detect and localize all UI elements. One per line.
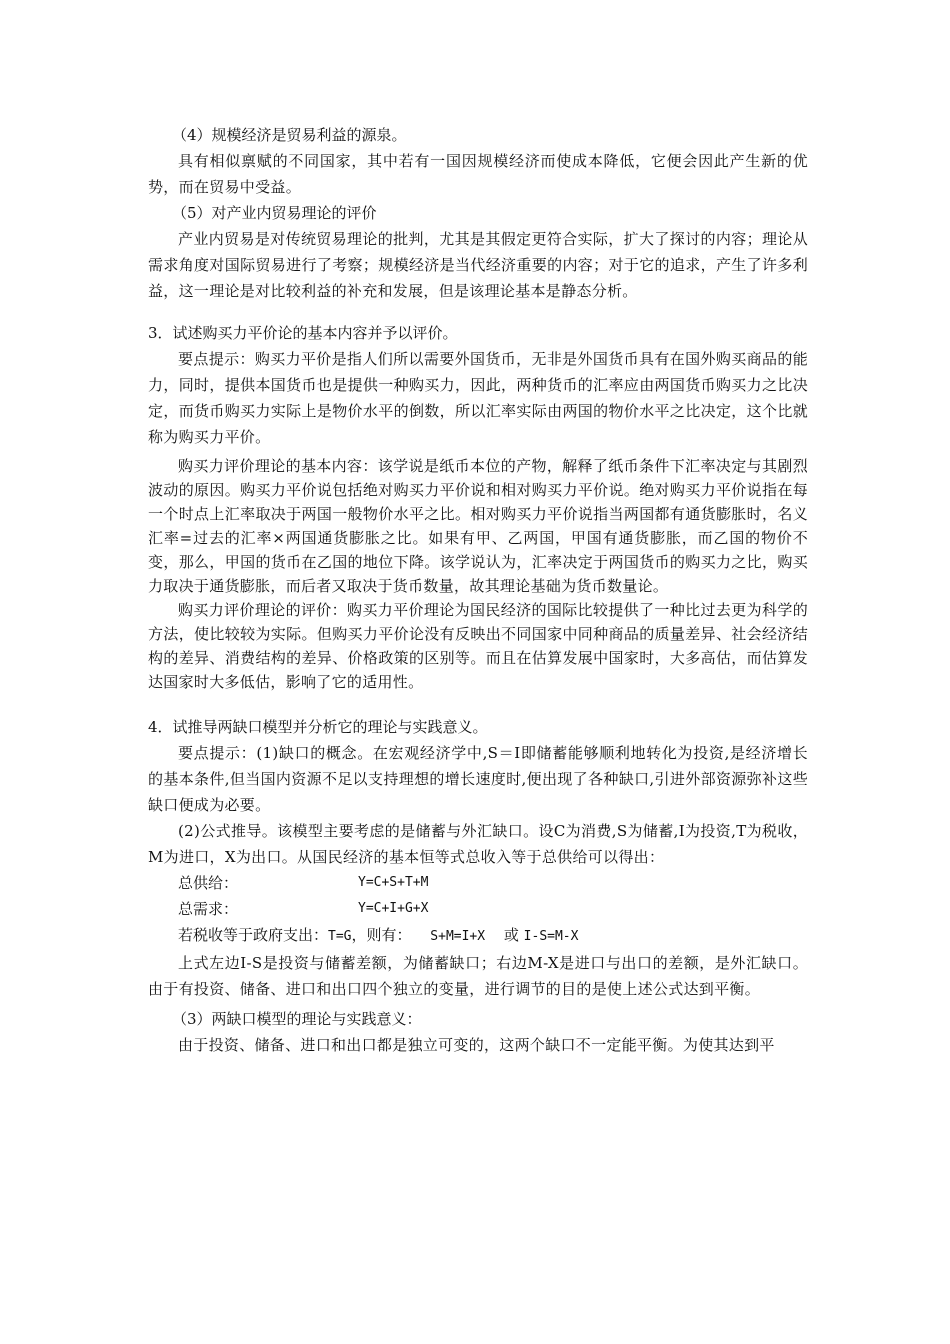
question-4-para-2: (2)公式推导。该模型主要考虑的是储蓄与外汇缺口。设C为消费,S为储蓄,I为投资,T为税收，M为进口，X为出口。从国民经济的基本恒等式总收入等于总供给可以得出： — [148, 822, 808, 866]
or-word: 或 — [503, 926, 519, 944]
result-equation-1: S+M=I+X — [430, 929, 486, 944]
document-page — [148, 122, 808, 1058]
supply-formula: Y=C+S+T+M — [358, 875, 429, 890]
question-3-para-1: 要点提示：购买力平价是指人们所以需要外国货币，无非是外国货币具有在国外购买商品的能力，同时，提供本国货币也是提供一种购买力，因此，两种货币的汇率应由两国货币购买力之比决定，而货币购买力实际上是物价水平的倒数，所以汇率实际由两国的物价水平之比决定，这个比就称为购买力平价。 — [148, 350, 808, 446]
supply-label: 总供给： — [178, 874, 239, 892]
item5-title: （5）对产业内贸易理论的评价 — [172, 204, 377, 222]
demand-label: 总需求： — [178, 900, 239, 918]
question-4-para-1: 要点提示：(1)缺口的概念。在宏观经济学中,S＝I即储蓄能够顺利地转化为投资,是经济增长的基本条件,但当国内资源不足以支持理想的增长速度时,便出现了各种缺口,引进外部资源弥补这些缺口便成为必要。 — [148, 744, 808, 814]
item5-body: 产业内贸易是对传统贸易理论的批判，尤其是其假定更符合实际，扩大了探讨的内容；理论从需求角度对国际贸易进行了考察；规模经济是当代经济重要的内容；对于它的追求，产生了许多利益，这一理论是对比较利益的补充和发展，但是该理论基本是静态分析。 — [148, 230, 808, 300]
demand-formula: Y=C+I+G+X — [358, 901, 429, 916]
question-4-item-3-title: （3）两缺口模型的理论与实践意义： — [172, 1010, 422, 1028]
question-3-para-3: 购买力评价理论的评价：购买力平价理论为国民经济的国际比较提供了一种比过去更为科学的方法，使比较较为实际。但购买力平价论没有反映出不同国家中同种商品的质量差异、社会经济结构的差异、消费结构的差异、价格政策的区别等。而且在估算发展中国家时，大多高估，而估算发达国家时大多低估，影响了它的适用性。 — [148, 601, 808, 691]
question-4-para-4: 由于投资、储备、进口和出口都是独立可变的，这两个缺口不一定能平衡。为使其达到平 — [178, 1036, 775, 1054]
supply-formula-row — [148, 870, 808, 896]
item4-body: 具有相似禀赋的不同国家，其中若有一国因规模经济而使成本降低，它便会因此产生新的优势，而在贸易中受益。 — [148, 152, 808, 196]
demand-formula-row — [148, 896, 808, 922]
question-4-title: 4．试推导两缺口模型并分析它的理论与实践意义。 — [148, 718, 488, 736]
question-4-para-3: 上式左边I-S是投资与储蓄差额，为储蓄缺口；右边M-X是进口与出口的差额，是外汇缺口。由于有投资、储备、进口和出口四个独立的变量，进行调节的目的是使上述公式达到平衡。 — [148, 954, 808, 998]
result-equation-2: I-S=M-X — [523, 929, 579, 944]
tax-equation: T=G — [328, 929, 352, 944]
question-3-para-2: 购买力评价理论的基本内容：该学说是纸币本位的产物，解释了纸币条件下汇率决定与其剧烈波动的原因。购买力平价说包括绝对购买力平价说和相对购买力平价说。绝对购买力平价说指在每一个时点上汇率取决于两国一般物价水平之比。相对购买力平价说指当两国都有通货膨胀时，名义汇率=过去的汇率×两国通货膨胀之比。如果有甲、乙两国，甲国有通货膨胀，而乙国的物价不变，那么，甲国的货币在乙国的地位下降。该学说认为，汇率决定于两国货币的购买力之比，购买力取决于通货膨胀，而后者又取决于货币数量，故其理论基础为货币数量论。 — [148, 457, 808, 595]
tax-then: ，则有： — [351, 926, 412, 944]
tax-equation-row — [148, 922, 808, 950]
tax-prefix: 若税收等于政府支出： — [178, 926, 329, 944]
question-3-title: 3．试述购买力平价论的基本内容并予以评价。 — [148, 324, 458, 342]
item4-title: （4）规模经济是贸易利益的源泉。 — [172, 126, 407, 144]
